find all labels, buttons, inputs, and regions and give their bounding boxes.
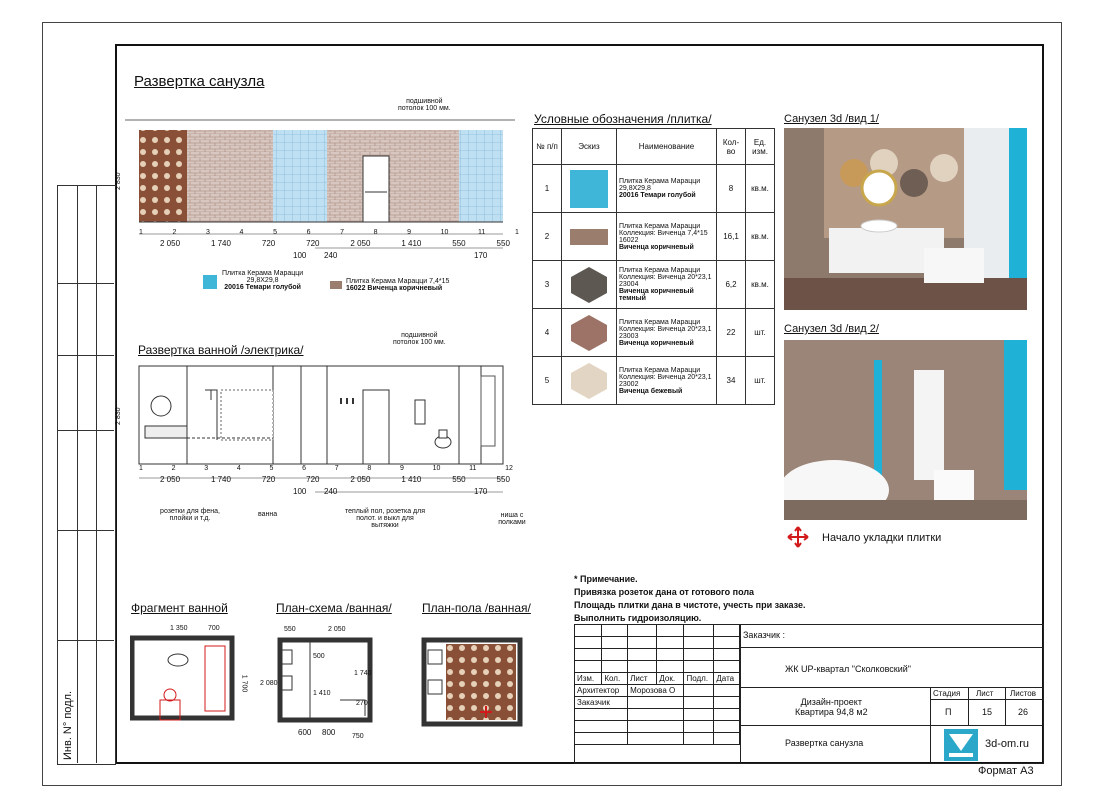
dim-240: 240 [324, 251, 338, 260]
tile-legend-table: № п/п Эскиз Наименование Кол-во Ед. изм. 1 Плитка Керама Марацци 29,8Х29,8 20016 Темари голубой 8 кв.м. 2 Плитка Керама Марацци Коллекция: Виченца 7,4*15 16022 Виченца коричневый 16,1 кв.м. 3 Плитка Керама Марацци Коллекция: Виченца 20*23,1 23004 Виченца коричневый темный 6,2 кв.м. 4 Плитка Керама Марацци Коллекция: Виченца 20*23,1 23003 Виченца коричневый 22 шт. 5 Плитка Керама Марацци Коллекция: Виченца 20*23,1 23002 Виченца бежевый 34 шт. [532, 128, 775, 405]
table-row: 4 Плитка Керама Марацци Коллекция: Виченца 20*23,1 23003 Виченца коричневый 22 шт. [533, 309, 775, 357]
elec-dim-240: 240 [324, 487, 338, 496]
schema-dim-2050: 2 050 [328, 626, 346, 633]
elec-dim-row: 2 050 1 740 720 720 2 050 1 410 550 550 [160, 475, 510, 484]
sheets-header: Листов [1010, 689, 1036, 698]
legend-blue-swatch [203, 275, 217, 289]
tile-swatch [565, 313, 613, 353]
customer-label: Заказчик : [743, 630, 785, 640]
render-view2-title: Санузел 3d /вид 2/ [784, 323, 879, 335]
project-name: ЖК UP-квартал "Сколковский" [785, 664, 911, 674]
elec-title: Развертка ванной /электрика/ [138, 343, 304, 357]
hex-wall-section [139, 130, 187, 222]
notes: * Примечание. Привязка розеток дана от готового пола Площадь плитки дана в чистоте, учесть при заказе. Выполнить гидроизоляцию. [574, 574, 806, 623]
schema-dim-1410: 1 410 [313, 690, 331, 697]
site-url: 3d-om.ru [985, 738, 1030, 750]
elec-dim-100: 100 [293, 487, 307, 496]
render-view2 [784, 340, 1027, 520]
schema-dim-500: 500 [313, 653, 325, 660]
height-dim: 2 830 [115, 172, 122, 190]
axis-numbers: 1 2 3 4 5 6 7 8 9 10 11 1 [139, 229, 519, 236]
ceiling-note: подшивной потолок 100 мм. [398, 98, 451, 112]
frag-dim-700: 700 [208, 625, 220, 632]
dim-170: 170 [474, 251, 488, 260]
stage-header: Стадия [933, 689, 961, 698]
tile-swatch [570, 170, 608, 208]
sheet-value: 15 [982, 707, 993, 717]
elec-dim-170: 170 [474, 487, 488, 496]
table-row: 1 Плитка Керама Марацци 29,8Х29,8 20016 Темари голубой 8 кв.м. [533, 165, 775, 213]
render-view1 [784, 128, 1027, 310]
schema-plan [270, 630, 400, 740]
render-view1-title: Санузел 3d /вид 1/ [784, 113, 879, 125]
schema-dim-800: 800 [322, 728, 336, 737]
sidebar-label: Инв. N° подл. [62, 690, 74, 760]
schema-dim-600: 600 [298, 728, 312, 737]
tile-swatch [565, 265, 613, 305]
elec-axis-numbers: 1 2 3 4 5 6 7 8 9 10 11 12 [139, 465, 513, 472]
dim-row: 2 050 1 740 720 720 2 050 1 410 550 550 [160, 239, 510, 248]
dim-100: 100 [293, 251, 307, 260]
logo-icon [944, 729, 978, 761]
fragment-plan [130, 630, 250, 740]
schema-dim-550: 550 [284, 626, 296, 633]
floor-plan-title: План-пола /ванная/ [422, 601, 531, 615]
tile-swatch [570, 229, 608, 245]
design-project: Дизайн-проект Квартира 94,8 м2 [795, 697, 868, 717]
page-title: Развертка санузла [134, 73, 265, 90]
stage-value: П [945, 707, 952, 717]
table-row: 2 Плитка Керама Марацци Коллекция: Виченца 7,4*15 16022 Виченца коричневый 16,1 кв.м. [533, 213, 775, 261]
stamp-grid: Изм. Кол. Лист Док. Подл. Дата Архитектор Морозова О Заказчик [574, 624, 740, 745]
callout-sockets: розетки для фена, плойки и т.д. [160, 508, 220, 522]
floor-plan [420, 630, 530, 740]
format-label: Формат А3 [978, 765, 1034, 777]
fragment-title: Фрагмент ванной [131, 601, 228, 615]
callout-floor: теплый пол, розетка для полот. и выкл для вытяжки [345, 508, 426, 529]
schema-dim-750: 750 [352, 733, 364, 740]
elec-height-dim: 2 830 [115, 407, 122, 425]
sheets-value: 26 [1018, 707, 1029, 717]
schema-dim-1740: 1 740 [354, 670, 372, 677]
plan-schema-title: План-схема /ванная/ [276, 601, 392, 615]
tile-start-icon [787, 526, 809, 548]
legend-brown-swatch [330, 281, 342, 289]
elec-ceiling-note: подшивной потолок 100 мм. [393, 332, 446, 346]
schema-dim-270: 270 [356, 700, 368, 707]
table-row: 3 Плитка Керама Марацци Коллекция: Виченца 20*23,1 23004 Виченца коричневый темный 6,2 кв.м. [533, 261, 775, 309]
tile-start-label: Начало укладки плитки [822, 532, 942, 544]
drawing-title: Развертка санузла [785, 738, 864, 748]
legend-title: Условные обозначения /плитка/ [534, 112, 712, 126]
schema-dim-2080: 2 080 [260, 680, 278, 687]
sheet-header: Лист [976, 689, 994, 698]
frag-dim-1700: 1 700 [240, 674, 248, 693]
legend-blue-text: Плитка Керама Марацци 29,8Х29,8 20016 Темари голубой [222, 270, 304, 291]
callout-bath: ванна [258, 511, 278, 518]
frag-dim-1350: 1 350 [170, 625, 188, 632]
callout-niche: ниша с полками [498, 512, 526, 526]
legend-brown-text: Плитка Керама Марацци 7,4*15 16022 Виченца коричневый [346, 278, 450, 292]
tile-swatch [565, 361, 613, 401]
table-row: 5 Плитка Керама Марацци Коллекция: Виченца 20*23,1 23002 Виченца бежевый 34 шт. [533, 357, 775, 405]
